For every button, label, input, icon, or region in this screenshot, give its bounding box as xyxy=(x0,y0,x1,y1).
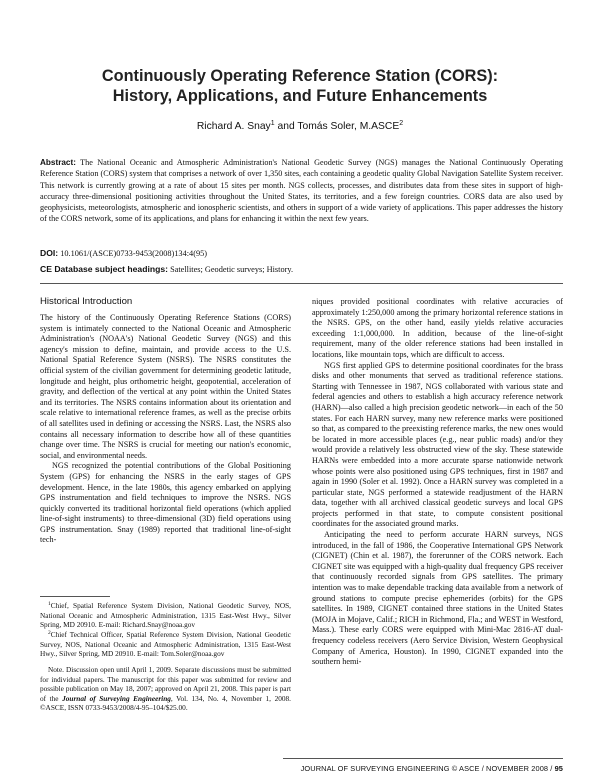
footnote-1-text: Chief, Spatial Reference System Division, National Geodetic Survey, NOS, National Oceanic and Atmospheric Administration, 1315 East-West Hwy., Silver Spring, MD 20910. E-mail: Richard.Snay@noaa.gov xyxy=(40,601,291,630)
section-heading: Historical Introduction xyxy=(40,296,133,307)
footnote-2-text: Chief Technical Officer, Spatial Reference System Division, National Geodetic Survey, NOS, National Oceanic and Atmospheric Administration, 1315 East-West Hwy., Silver Spring, MD 20910. E-mail: Tom.Soler@noaa.gov xyxy=(40,630,291,659)
note-text-b: , Vol. 134, No. 4, November 1, 2008. ©ASCE, ISSN 0733-9453/2008/4-95–104/$25.00. xyxy=(40,693,291,713)
footer-divider xyxy=(283,758,563,759)
authors xyxy=(40,121,560,132)
right-paragraph-3: Anticipating the need to perform accurate HARN surveys, NGS introduced, in the fall of 1986, the Cooperative International GPS Network (CIGNET) (Chin et al. 1987), the forerunner of the CORS network. Each CIGNET site was equipped with a high-quality dual frequency GPS receiver that continuously recorded signals from GPS satellites. The primary intention was to make dependable tracking data available from a network of ground stations to compute precise ephemerides (orbits) for the GPS satellites. In 1989, CIGNET contained three stations in the United States (MOJA in Mojave, Calif.; RICH in Richmond, Fla.; and WEST in Westford, Mass.). These early CORS were equipped with Mini-Mac 2816-AT dual-frequency codeless receivers (Aero Service Division, Western Geophysical Company of America, Houston). In 1990, CIGNET expanded into the southern hemi- xyxy=(312,530,563,667)
footnote-1-mark: 1 xyxy=(48,601,51,607)
author-1: Richard A. Snay xyxy=(196,121,271,132)
doi-label: DOI: xyxy=(40,248,59,258)
left-paragraph-2: NGS recognized the potential contributions of the Global Positioning System (GPS) for enhancing the NSRS in the early stages of GPS development. Hence, in the late 1980s, this agency embarked on applying GPS instrumentation and field techniques to improve the NSRS. NGS quickly converted its traditional horizontal field operations (which applied line-of-sight instruments) to three-dimensional (3D) field operations using GPS instrumentation. Snay (1989) reported that traditional line-of-sight tech- xyxy=(40,461,291,545)
title-line-1: Continuously Operating Reference Station (CORS): xyxy=(101,67,499,85)
footnote-2-mark: 2 xyxy=(48,630,51,636)
subject-headings xyxy=(40,264,293,274)
title-line-2: History, Applications, and Future Enhancements xyxy=(112,87,488,105)
footnote-divider xyxy=(40,596,110,597)
footnote-2 xyxy=(40,630,291,659)
footer-journal: JOURNAL OF SURVEYING ENGINEERING © ASCE / NOVEMBER 2008 / xyxy=(300,764,555,773)
abstract-text: The National Oceanic and Atmospheric Administration's National Geodetic Survey (NGS) manages the National Continuously Operating Reference Station (CORS) system that comprises a network of over 1,350 sites, each containing a geodetic quality Global Navigation Satellite System receiver. This network is currently growing at a rate of about 15 sites per month. NGS collects, processes, and distributes data from these sites in support of high-accuracy three-dimensional positioning activities throughout the United States, its territories, and a few foreign countries. CORS data are also used by geophysicists, meteorologists, atmospheric and ionospheric scientists, and others in support of a wide variety of applications. This paper addresses the history of the CORS network, some of its applications, and plans for enhancing it within the next few years. xyxy=(40,158,563,224)
author-2: Tomás Soler, M.ASCE xyxy=(297,121,400,132)
author-2-affil: 2 xyxy=(399,120,404,127)
page-number: 95 xyxy=(554,764,563,773)
page-footer xyxy=(301,764,563,773)
paper-title xyxy=(40,66,560,106)
doi xyxy=(40,248,207,258)
header-divider xyxy=(40,283,563,284)
right-paragraph-1: niques provided positional coordinates with relative accuracies of approximately 1:250,000 among the primary horizontal reference stations in the NSRS. GPS, on the other hand, easily yields relative accuracies exceeding 1:1,000,000. In addition, because of the line-of-sight requirement, many of the older reference stations had been installed in locations, like mountain tops, which are difficult to access. xyxy=(312,297,563,359)
note-text-a: Note. Discussion open until April 1, 2009. Separate discussions must be submitted for individual papers. The manuscript for this paper was submitted for review and possible publication on May 18, 2007; approved on April 21, 2008. This paper is part of the xyxy=(40,665,291,703)
abstract xyxy=(40,157,563,225)
left-paragraph-1: The history of the Continuously Operating Reference Stations (CORS) system is intimately connected to the National Oceanic and Atmospheric Administration's (NOAA's) National Geodetic Survey (NGS) and this agency's mission to define, maintain, and provide access to the U.S. National Spatial Reference System (NSRS). The NSRS constitutes the official system of the civilian government for determining geodetic latitude, longitude and height, plus orthometric height, geopotential, acceleration of gravity, and deflection of the vertical at any point within the United States and its territories. The NSRS contains information about its orientation and scale relative to international reference frames, as well as the precise orbits of all satellites used in defining or accessing the NSRS. Last, the NSRS also contains all necessary information to describe how all of these quantities change over time. The NSRS is crucial for meeting our nation's economic, social, and environmental needs. xyxy=(40,313,291,460)
subject-value: Satellites; Geodetic surveys; History. xyxy=(168,265,294,274)
abstract-label: Abstract: xyxy=(40,158,76,167)
right-paragraph-2: NGS first applied GPS to determine positional coordinates for the brass disks and other monuments that served as traditional reference stations. Starting with Tennessee in 1987, NGS collaborated with various state and federal agencies and others to establish a high accuracy reference network (HARN)—also called a high precision geodetic network—in each of the 50 states. For each HARN survey, many new reference marks were positioned so that, as compared to the preexisting reference marks, the new ones would be located in more accessible places (e.g., near public roads) and/or they would provide a relatively less obstructed view of the sky. These statewide HARNs were embedded into a more accurate sparse nationwide network whose points were also positioned using GPS techniques, first in 1987 and again in 1990 (Soler et al. 1992). Once a HARN survey was completed in a particular state, NGS performed a statewide readjustment of the HARN data, together with all archived classical geodetic surveys and local GPS projects performed in that state, to compute consistent positional coordinates for the associated ground marks. xyxy=(312,360,563,529)
author-conjunction: and xyxy=(274,121,298,132)
publication-note xyxy=(40,665,291,713)
note-journal: Journal of Surveying Engineering xyxy=(62,693,171,703)
subject-label: CE Database subject headings: xyxy=(40,264,168,274)
doi-value: 10.1061/(ASCE)0733-9453(2008)134:4(95) xyxy=(58,249,208,258)
footnote-1 xyxy=(40,601,291,630)
author-1-affil: 1 xyxy=(270,120,275,127)
right-column xyxy=(312,297,563,668)
left-column xyxy=(40,313,291,546)
